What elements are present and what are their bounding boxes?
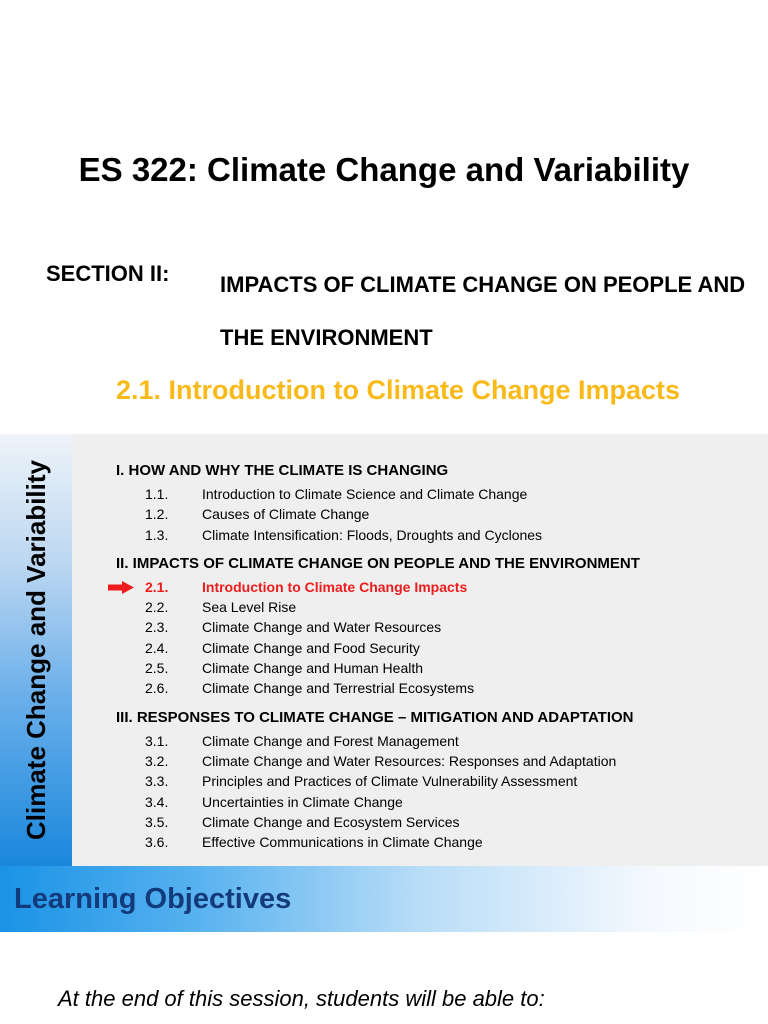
- toc-row: [116, 638, 756, 658]
- toc-row: [116, 771, 756, 791]
- toc-text: Uncertainties in Climate Change: [202, 793, 403, 810]
- toc-text: Climate Intensification: Floods, Droughts and Cyclones: [202, 526, 543, 543]
- toc-number: 3.3.: [145, 773, 169, 790]
- toc-text: Introduction to Climate Science and Climate Change: [202, 486, 528, 502]
- toc-text: Introduction to Climate Change Impacts: [202, 578, 468, 595]
- toc-text: Climate Change and Food Security: [202, 639, 420, 656]
- toc-text: Sea Level Rise: [202, 599, 297, 616]
- toc-row: [116, 617, 756, 637]
- toc-text: Climate Change and Ecosystem Services: [202, 813, 460, 830]
- section-label: SECTION II:: [46, 261, 170, 286]
- arrow-right-icon: [108, 581, 134, 594]
- toc-heading: I. HOW AND WHY THE CLIMATE IS CHANGING: [116, 462, 449, 479]
- toc-row: [116, 751, 756, 771]
- toc-row: [116, 832, 756, 852]
- toc-text: Causes of Climate Change: [202, 506, 370, 523]
- toc-heading: III. RESPONSES TO CLIMATE CHANGE – MITIGATION AND ADAPTATION: [116, 708, 634, 726]
- toc-row: [116, 812, 756, 832]
- toc-group: [116, 705, 756, 853]
- toc-number: 2.2.: [145, 599, 169, 616]
- subsection-title: 2.1. Introduction to Climate Change Impacts: [115, 375, 681, 405]
- toc-row: [116, 597, 756, 617]
- toc-row: [116, 525, 756, 545]
- toc-number: 2.1.: [145, 578, 169, 595]
- toc-number: 1.1.: [145, 486, 169, 502]
- toc-number: 3.4.: [145, 793, 169, 810]
- toc-number: 3.2.: [145, 752, 169, 769]
- toc-row: [116, 484, 756, 504]
- side-label: Climate Change and Variability: [21, 460, 51, 840]
- toc-row: [116, 792, 756, 812]
- table-of-contents: [116, 458, 756, 858]
- toc-number: 2.4.: [145, 639, 169, 656]
- toc-text: Principles and Practices of Climate Vulnerability Assessment: [202, 773, 578, 790]
- toc-number: 1.2.: [145, 506, 169, 523]
- toc-row: [116, 678, 756, 698]
- toc-number: 2.5.: [145, 660, 169, 677]
- intro-text: At the end of this session, students will be able to:: [58, 986, 545, 1011]
- toc-row: [116, 731, 756, 751]
- toc-number: 3.6.: [145, 834, 169, 851]
- toc-text: Climate Change and Human Health: [202, 660, 424, 677]
- toc-number: 2.3.: [145, 619, 169, 636]
- toc-row-current: [116, 577, 756, 597]
- toc-number: 2.6.: [145, 680, 169, 697]
- toc-heading: II. IMPACTS OF CLIMATE CHANGE ON PEOPLE AND THE ENVIRONMENT: [116, 554, 640, 572]
- toc-group: [116, 458, 756, 545]
- toc-text: Climate Change and Forest Management: [202, 732, 459, 749]
- toc-text: Effective Communications in Climate Change: [202, 834, 483, 851]
- toc-number: 3.1.: [145, 732, 169, 749]
- toc-row: [116, 504, 756, 524]
- toc-text: Climate Change and Water Resources: [202, 619, 442, 636]
- learning-objectives-title: Learning Objectives: [14, 883, 292, 915]
- toc-number: 1.3.: [145, 526, 169, 543]
- toc-group: [116, 551, 756, 699]
- toc-row: [116, 658, 756, 678]
- toc-text: Climate Change and Water Resources: Responses and Adaptation: [202, 752, 617, 769]
- toc-number: 3.5.: [145, 813, 169, 830]
- toc-text: Climate Change and Terrestrial Ecosystems: [202, 680, 475, 697]
- course-title: ES 322: Climate Change and Variability: [78, 151, 690, 188]
- section-title: IMPACTS OF CLIMATE CHANGE ON PEOPLE AND THE ENVIRONMENT: [220, 272, 746, 350]
